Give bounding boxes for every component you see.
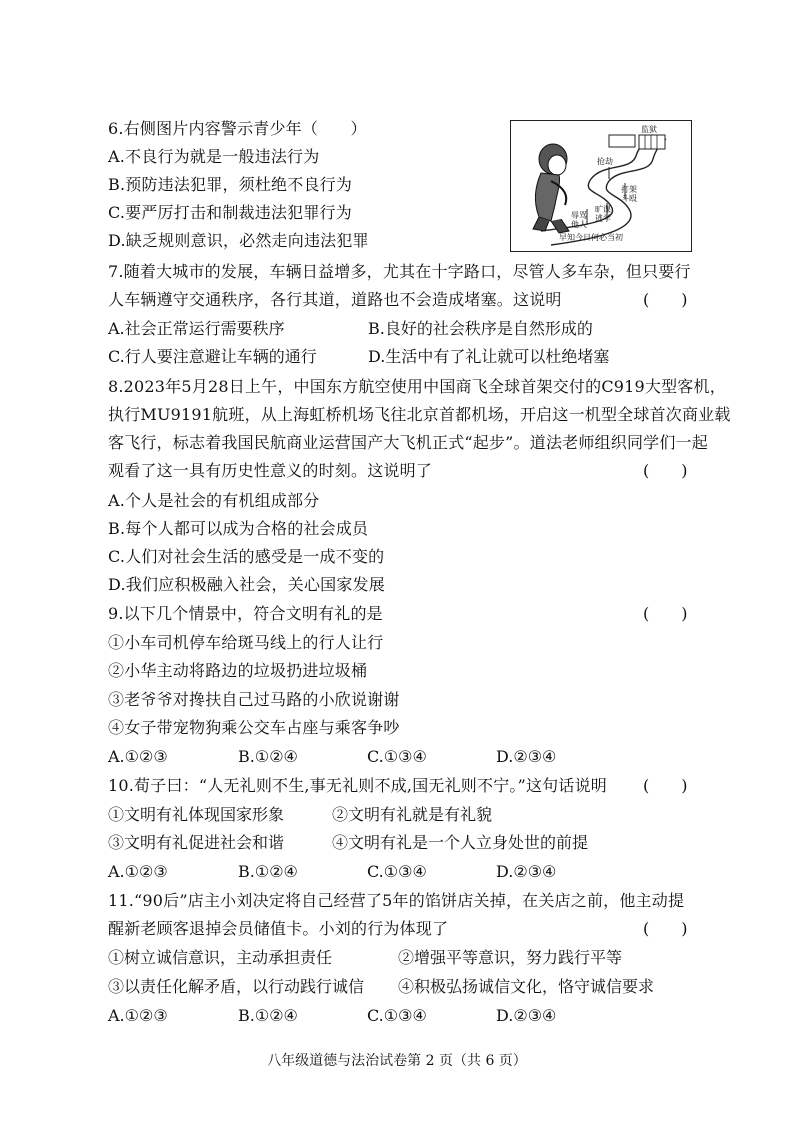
q11-option-a: A.①②③ [108, 1006, 168, 1025]
q11-stem-line2: 醒新老顾客退掉会员储值卡。小刘的行为体现了 [108, 919, 449, 938]
q11-item-4: ④积极弘扬诚信文化，恪守诚信要求 [398, 977, 655, 996]
q8-stem-line2: 执行MU9191航班，从上海虹桥机场飞往北京首都机场，开启这一机型全球首次商业载 [108, 405, 731, 424]
q11-option-b: B.①②④ [238, 1006, 298, 1025]
q6-cartoon-figure [510, 120, 692, 252]
q9-option-c: C.①③④ [367, 747, 427, 766]
q8-option-b: B.每个人都可以成为合格的社会成员 [108, 519, 369, 538]
q10-item-1: ①文明有礼体现国家形象 [108, 805, 285, 824]
q10-option-d: D.②③④ [496, 862, 557, 881]
q6-option-d: D.缺乏规则意识，必然走向违法犯罪 [108, 231, 369, 250]
q9-item-2: ②小华主动将路边的垃圾扔进垃圾桶 [108, 661, 368, 680]
q10-stem: 10.荀子曰：“人无礼则不生,事无礼则不成,国无礼则不宁。”这句话说明 [108, 776, 607, 795]
q10-item-2: ②文明有礼就是有礼貌 [332, 805, 493, 824]
q9-option-d: D.②③④ [496, 747, 557, 766]
q9-option-b: B.①②④ [238, 747, 298, 766]
q7-stem-line1: 7.随着大城市的发展，车辆日益增多，尤其在十字路口，尽管人多车杂，但只要行 [108, 262, 691, 281]
label-insulting: 辱骂他人 [571, 211, 587, 229]
q9-stem: 9.以下几个情景中，符合文明有礼的是 [108, 604, 383, 623]
q11-answer-paren: ( ) [643, 919, 688, 938]
q7-option-a: A.社会正常运行需要秩序 [108, 319, 285, 338]
q10-item-3: ③文明有礼促进社会和谐 [108, 833, 285, 852]
q10-option-b: B.①②④ [238, 862, 298, 881]
q10-answer-paren: ( ) [643, 776, 688, 795]
q9-item-4: ④女子带宠物狗乘公交车占座与乘客争吵 [108, 718, 400, 737]
q9-answer-paren: ( ) [643, 604, 688, 623]
label-fighting: 打架斗殴 [621, 185, 637, 203]
q11-item-2: ②增强平等意识，努力践行平等 [398, 948, 623, 967]
q8-stem-line1: 8.2023年5月28日上午，中国东方航空使用中国商飞全球首架交付的C919大型客机， [108, 377, 726, 396]
q8-option-a: A.个人是社会的有机组成部分 [108, 491, 320, 510]
q8-stem-line4: 观看了这一具有历史性意义的时刻。这说明了 [108, 461, 433, 480]
label-truancy: 旷课逃学 [595, 205, 611, 223]
q6-option-b: B.预防违法犯罪，须杜绝不良行为 [108, 175, 353, 194]
cartoon-illustration [511, 121, 691, 251]
q8-answer-paren: ( ) [643, 461, 688, 480]
q11-option-d: D.②③④ [496, 1006, 557, 1025]
q7-option-b: B.良好的社会秩序是自然形成的 [368, 319, 593, 338]
q10-option-c: C.①③④ [367, 862, 427, 881]
q6-option-c: C.要严厉打击和制裁违法犯罪行为 [108, 203, 352, 222]
q6-option-a: A.不良行为就是一般违法行为 [108, 147, 320, 166]
q6-stem: 6.右侧图片内容警示青少年（ ） [108, 119, 367, 138]
q7-answer-paren: ( ) [643, 290, 688, 309]
q9-item-3: ③老爷爷对搀扶自己过马路的小欣说谢谢 [108, 690, 400, 709]
q11-item-3: ③以责任化解矛盾，以行动践行诚信 [108, 977, 365, 996]
q11-option-c: C.①③④ [367, 1006, 427, 1025]
label-robbery: 抢劫 [597, 157, 613, 166]
q11-item-1: ①树立诚信意识，主动承担责任 [108, 948, 333, 967]
q10-option-a: A.①②③ [108, 862, 168, 881]
q7-option-d: D.生活中有了礼让就可以杜绝堵塞 [368, 347, 610, 366]
q7-option-c: C.行人要注意避让车辆的通行 [108, 347, 317, 366]
q8-option-c: C.人们对社会生活的感受是一成不变的 [108, 547, 385, 566]
label-prison: 监狱 [641, 125, 657, 134]
q10-item-4: ④文明有礼是一个人立身处世的前提 [332, 833, 589, 852]
figure-caption: 早知今日何必当初 [559, 233, 623, 242]
q9-option-a: A.①②③ [108, 747, 168, 766]
page-footer: 八年级道德与法治试卷第 2 页（共 6 页） [267, 1053, 527, 1069]
q8-stem-line3: 客飞行，标志着我国民航商业运营国产大飞机正式“起步”。道法老师组织同学们一起 [108, 433, 708, 452]
q11-stem-line1: 11.“90后”店主小刘决定将自己经营了5年的馅饼店关掉，在关店之前，他主动提 [108, 891, 685, 910]
q7-stem-line2: 人车辆遵守交通秩序，各行其道，道路也不会造成堵塞。这说明 [108, 290, 562, 309]
q8-option-d: D.我们应积极融入社会，关心国家发展 [108, 575, 385, 594]
q9-item-1: ①小车司机停车给斑马线上的行人让行 [108, 633, 384, 652]
